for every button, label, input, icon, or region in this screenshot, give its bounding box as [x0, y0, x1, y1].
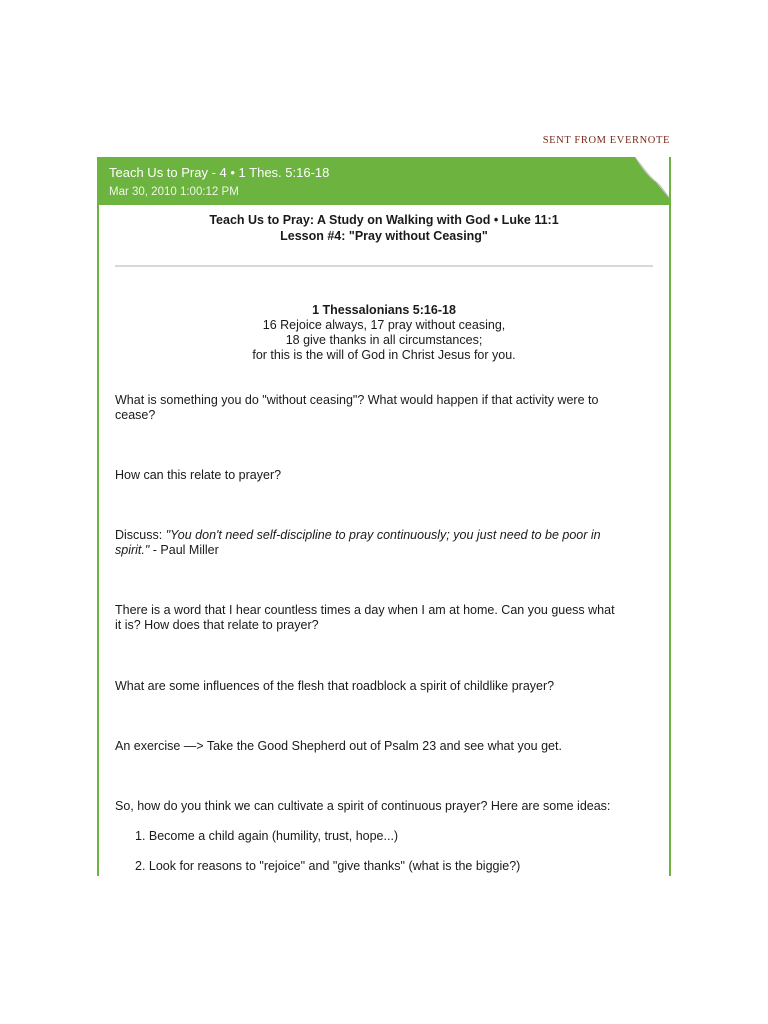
page-curl-icon: [635, 157, 671, 205]
discuss-paragraph: [115, 528, 653, 558]
discuss-line: [115, 543, 653, 558]
question-paragraph: [115, 603, 653, 633]
question-line: There is a word that I hear countless times a day when I am at home. Can you guess what: [115, 603, 615, 617]
discuss-quote: "You don't need self-discipline to pray continuously; you just need to be poor in: [165, 528, 601, 542]
discuss-prefix: Discuss:: [115, 528, 166, 542]
note-date: Mar 30, 2010 1:00:12 PM: [109, 186, 239, 198]
lesson-heading-line2: Lesson #4: "Pray without Ceasing": [280, 229, 488, 243]
list-item: 1. Become a child again (humility, trust, hope...): [135, 829, 399, 843]
scripture-line: 18 give thanks in all circumstances;: [285, 333, 483, 347]
exercise-paragraph: An exercise —> Take the Good Shepherd out of Psalm 23 and see what you get.: [115, 739, 562, 753]
scripture-line: for this is the will of God in Christ Jesus for you.: [252, 348, 516, 362]
divider: [115, 265, 653, 267]
question-paragraph: How can this relate to prayer?: [115, 468, 282, 482]
discuss-attribution: - Paul Miller: [149, 543, 219, 557]
ideas-intro: So, how do you think we can cultivate a spirit of continuous prayer? Here are some ideas:: [115, 799, 611, 813]
sent-from-evernote-label: SENT FROM EVERNOTE: [542, 135, 670, 146]
list-item: 2. Look for reasons to "rejoice" and "give thanks" (what is the biggie?): [135, 859, 521, 873]
question-line: it is? How does that relate to prayer?: [115, 618, 319, 632]
scripture-reference: 1 Thessalonians 5:16-18: [312, 303, 456, 317]
question-line: cease?: [115, 408, 156, 422]
scripture-line: 16 Rejoice always, 17 pray without ceasing,: [262, 318, 506, 332]
note-card: [97, 157, 671, 876]
lesson-heading-line1: Teach Us to Pray: A Study on Walking with God • Luke 11:1: [209, 213, 559, 227]
question-paragraph: [115, 393, 653, 423]
question-paragraph: What are some influences of the flesh that roadblock a spirit of childlike prayer?: [115, 679, 555, 693]
discuss-line: [115, 528, 653, 543]
note-title: Teach Us to Pray - 4 • 1 Thes. 5:16-18: [109, 165, 330, 180]
note-header: [97, 157, 671, 205]
question-line: What is something you do "without ceasing"? What would happen if that activity were to: [115, 393, 599, 407]
discuss-quote: spirit.": [115, 543, 150, 557]
